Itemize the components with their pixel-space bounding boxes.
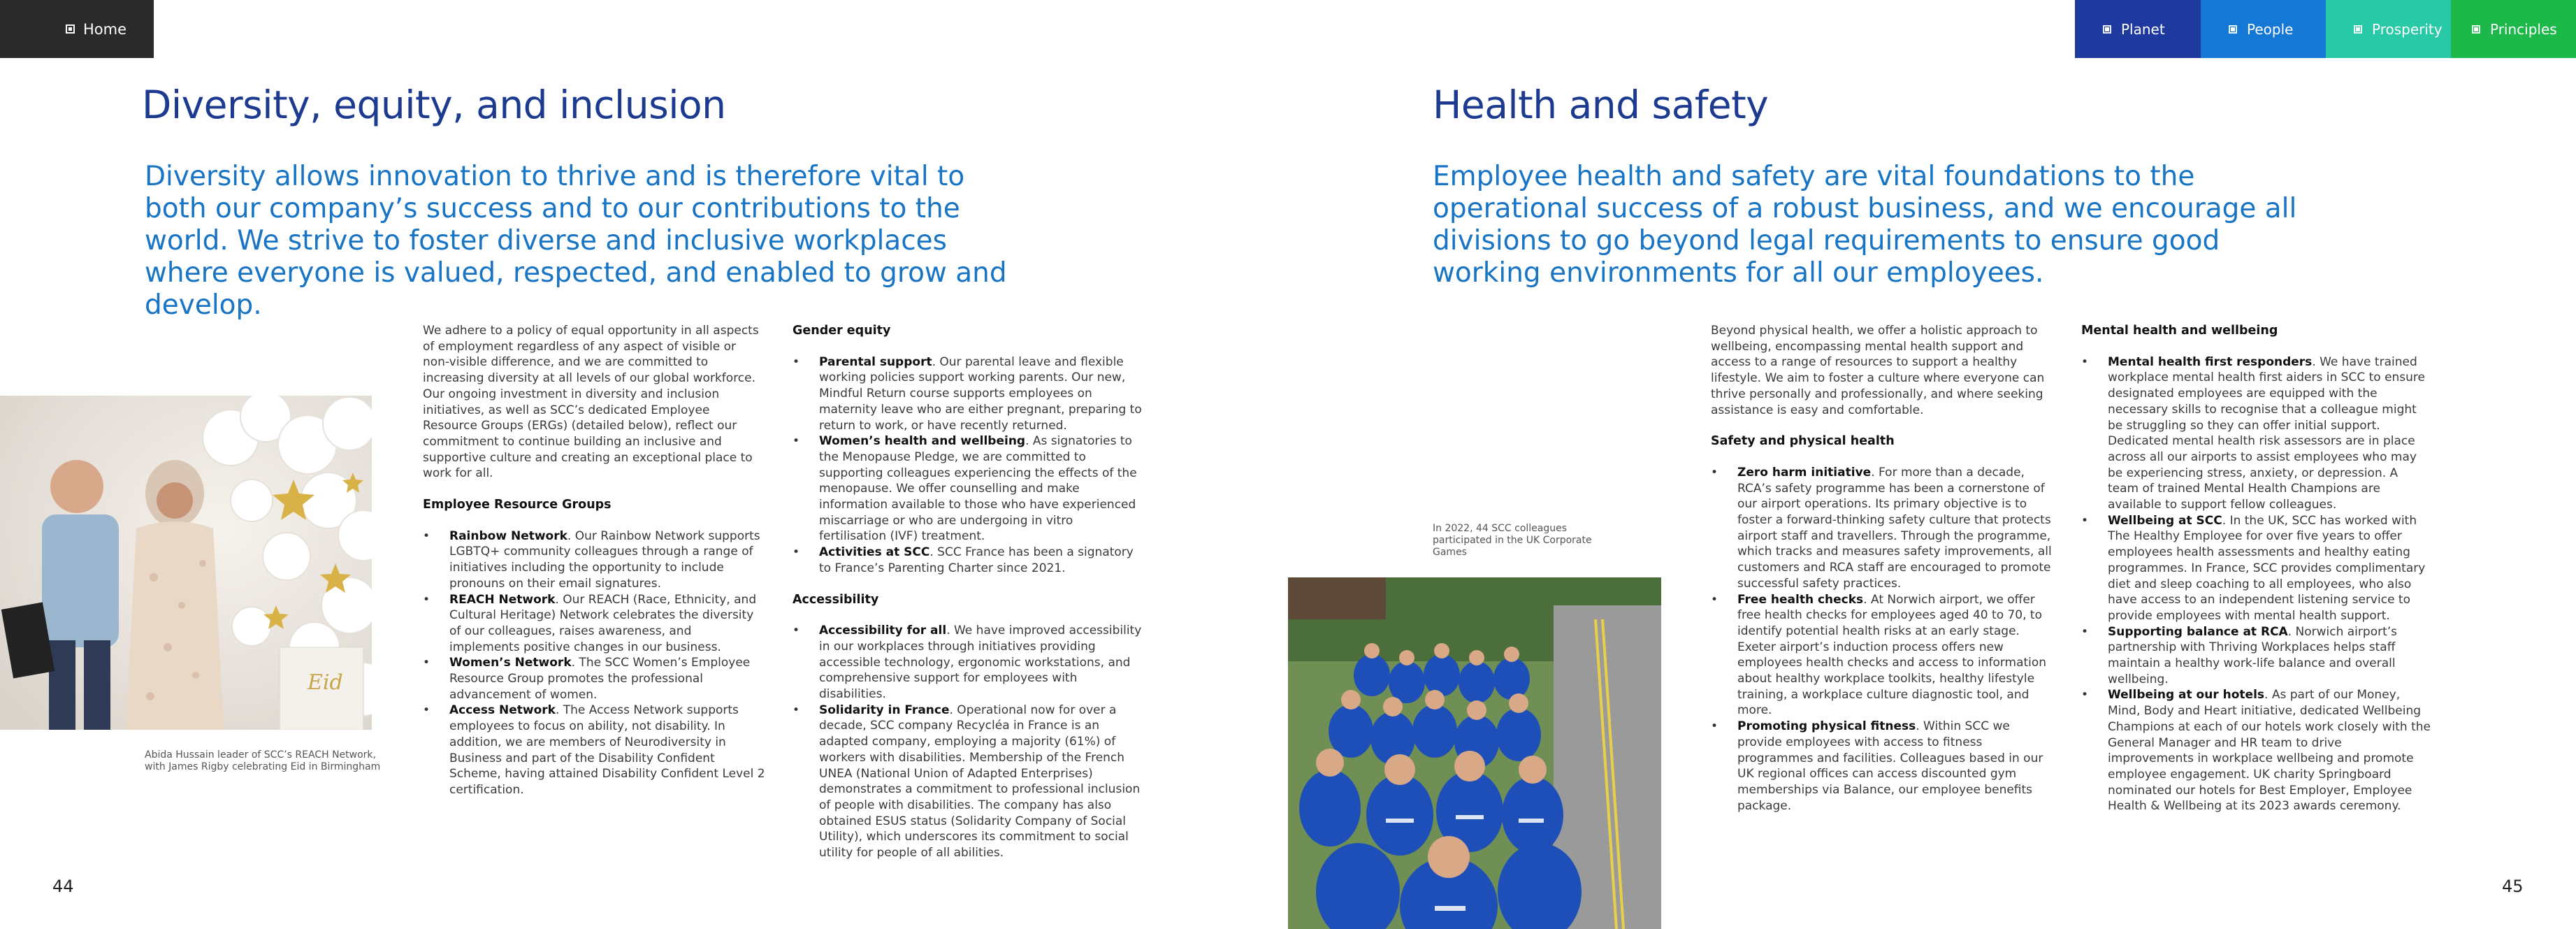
list-item: • Mental health first responders. We have trained workplace mental health first aiders in SCC to ensure designated employees are equipped with the necessary skills to recognise that a colleague might be struggling so they can offer initial support. Dedicated mental health risk assessors are in place across all our airports to assist employees who may be experiencing stress, anxiety, or depression. A team of trained Mental Health Champions are available to support fellow colleagues. <box>2081 354 2431 513</box>
tab-principles[interactable] <box>2451 0 2576 58</box>
list-item: • Zero harm initiative. For more than a decade, RCA’s safety programme has been a cornerstone of our airport operations. Its primary objective is to foster a forward-thinking safety culture that protects airport staff and travellers. Through the programme, which tracks and measures safety improvements, all customers and RCA staff are encouraged to promote successful safety practices. <box>1711 465 2053 592</box>
dei-paragraph: We adhere to a policy of equal opportunity in all aspects of employment regardless of any aspect of visible or non-visible difference, and we are committed to increasing diversity at all levels of our global workforce. Our ongoing investment in diversity and inclusion initiatives, as well as SCC’s dedicated Employee Resource Groups (ERGs) (detailed below), reflect our commitment to continue building an inclusive and supportive culture and creating an exceptional place to work for all. <box>423 324 759 481</box>
list-item: • Activities at SCC. SCC France has been a signatory to France’s Parenting Charter since 2021. <box>793 545 1142 576</box>
home-icon <box>66 24 75 34</box>
list-item: • Access Network. The Access Network supports employees to focus on ability, not disability. In addition, we are members of Neurodiversity in Business and part of the Disability Confident Scheme, having attained Disability Confident Level 2 certification. <box>423 703 765 798</box>
mental-list <box>2081 354 2431 814</box>
tab-planet[interactable] <box>2075 0 2201 58</box>
tab-people-label: People <box>2247 20 2294 38</box>
photo-caption-left: Abida Hussain leader of SCC’s REACH Network, with James Rigby celebrating Eid in Birmingham <box>145 749 381 772</box>
dei-column-1 <box>423 323 765 798</box>
tab-planet-label: Planet <box>2121 20 2165 38</box>
page-number-left: 44 <box>52 877 74 896</box>
dei-column-2 <box>793 323 1142 861</box>
page-title-right: Health and safety <box>1433 82 1769 127</box>
photo-corporate-games <box>1288 577 1661 929</box>
safety-list <box>1711 465 2053 814</box>
erg-list <box>423 528 765 798</box>
list-item: • Accessibility for all. We have improved accessibility in our workplaces through initiatives providing accessible technology, ergonomic workstations, and comprehensive support for employees with disabilities. <box>793 623 1142 703</box>
prosperity-icon <box>2354 25 2362 34</box>
hs-paragraph: Beyond physical health, we offer a holistic approach to wellbeing, encompassing mental health support and access to a range of resources to support a healthy lifestyle. We aim to foster a culture where everyone can thrive personally and professionally, and where seeking assistance is easy and comfortable. <box>1711 324 2045 417</box>
planet-icon <box>2103 25 2111 34</box>
list-item: • Women’s Network. The SCC Women’s Employee Resource Group promotes the professional advancement of women. <box>423 655 765 703</box>
gender-list <box>793 354 1142 577</box>
list-item: • Parental support. Our parental leave and flexible working policies support working parents. Our new, Mindful Return course supports employees on maternity leave who are either pregnant, preparing to return to work, or have recently returned. <box>793 354 1142 434</box>
photo-eid-celebration <box>0 396 372 730</box>
list-item: • Promoting physical fitness. Within SCC we provide employees with access to fitness programmes and facilities. Colleagues based in our UK regional offices can access discounted gym memberships via Balance, our employee benefits package. <box>1711 719 2053 814</box>
list-item: • Women’s health and wellbeing. As signatories to the Menopause Pledge, we are committed to supporting colleagues experiencing the effects of the menopause. We offer counselling and make information available to those who have experienced miscarriage or who are undergoing in vitro fertilisation (IVF) treatment. <box>793 433 1142 545</box>
svg-text:Eid: Eid <box>307 670 343 695</box>
gender-heading: Gender equity <box>793 324 891 338</box>
home-label: Home <box>83 20 127 38</box>
list-item: • Wellbeing at SCC. In the UK, SCC has worked with The Healthy Employee for over five years to offer employees health assessments and healthy eating programmes. In France, SCC provides complimentary diet and sleep coaching to all employees, who also have access to an independent listening service to provide employees with mental health support. <box>2081 513 2431 624</box>
list-item: • Supporting balance at RCA. Norwich airport’s partnership with Thriving Workplaces helps staff maintain a healthy work-life balance and overall wellbeing. <box>2081 624 2431 688</box>
list-item: • Solidarity in France. Operational now for over a decade, SCC company Recycléa in France is an adapted company, employing a majority (61%) of workers with disabilities. Membership of the French UNEA (National Union of Adapted Enterprises) demonstrates a commitment to professional inclusion of people with disabilities. The company has also obtained ESUS status (Solidarity Company of Social Utility), which underscores its commitment to social utility for people of all abilities. <box>793 703 1142 861</box>
safety-heading: Safety and physical health <box>1711 434 1895 449</box>
tab-people[interactable] <box>2201 0 2326 58</box>
tab-principles-label: Principles <box>2490 20 2557 38</box>
hs-column-2 <box>2081 323 2431 814</box>
people-icon <box>2229 25 2237 34</box>
accessibility-list <box>793 623 1142 861</box>
tab-prosperity[interactable] <box>2326 0 2451 58</box>
photo-caption-right: In 2022, 44 SCC colleagues participated in the UK Corporate Games <box>1433 523 1592 558</box>
principles-icon <box>2472 25 2480 34</box>
list-item: • Free health checks. At Norwich airport, we offer free health checks for employees aged 40 to 70, to identify potential health risks at an early stage. Exeter airport’s induction process offers new employees health checks and access to information about healthy workplace toolkits, healthy lifestyle training, a workplace culture diagnostic tool, and more. <box>1711 592 2053 719</box>
tab-prosperity-label: Prosperity <box>2372 20 2443 38</box>
mental-heading: Mental health and wellbeing <box>2081 324 2278 338</box>
list-item: • Wellbeing at our hotels. As part of our Money, Mind, Body and Heart initiative, dedicated Wellbeing Champions at each of our hotels work closely with the General Manager and HR team to drive improvements in workplace wellbeing and promote employee engagement. UK charity Springboard nominated our hotels for Best Employer, Employee Health & Wellbeing at its 2023 awards ceremony. <box>2081 687 2431 814</box>
list-item: • REACH Network. Our REACH (Race, Ethnicity, and Cultural Heritage) Network celebrates the diversity of our colleagues, raises awareness, and implements positive changes in our business. <box>423 592 765 656</box>
intro-left: Diversity allows innovation to thrive and is therefore vital to both our company’s success and to our contributions to the world. We strive to foster diverse and inclusive workplaces where everyone is valued, respected, and enabled to grow and develop. <box>145 161 1007 321</box>
erg-heading: Employee Resource Groups <box>423 498 612 512</box>
hs-column-1 <box>1711 323 2053 814</box>
home-tab[interactable] <box>0 0 154 58</box>
accessibility-heading: Accessibility <box>793 592 879 607</box>
page-title-left: Diversity, equity, and inclusion <box>142 82 726 127</box>
intro-right: Employee health and safety are vital foundations to the operational success of a robust business, and we encourage all divisions to go beyond legal requirements to ensure good working environments for all our employees. <box>1433 161 2297 289</box>
page-number-right: 45 <box>2502 877 2524 896</box>
list-item: • Rainbow Network. Our Rainbow Network supports LGBTQ+ community colleagues through a range of initiatives including the opportunity to include pronouns on their email signatures. <box>423 528 765 592</box>
